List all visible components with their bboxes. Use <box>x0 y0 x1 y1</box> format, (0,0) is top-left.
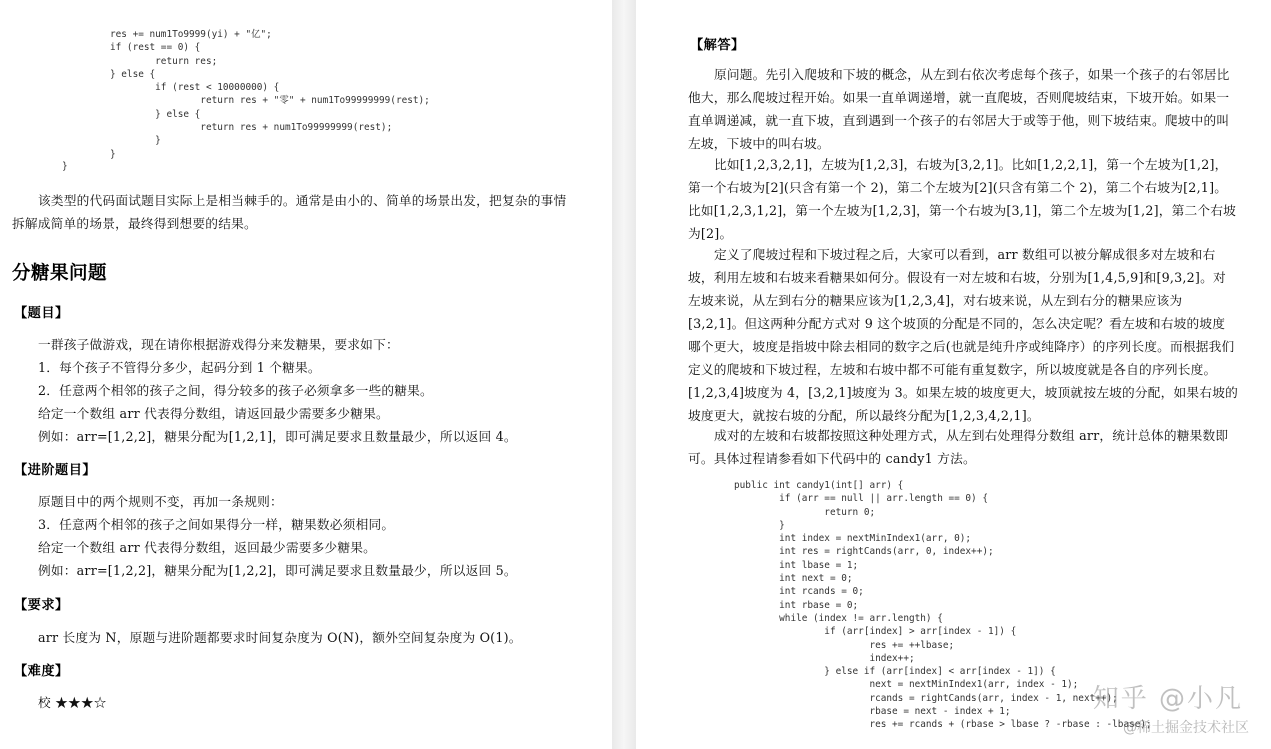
watermark-zhihu: 知乎 @小凡 <box>1092 684 1243 714</box>
difficulty-heading: 【难度】 <box>14 664 69 679</box>
left-page <box>0 0 612 749</box>
answer-heading: 【解答】 <box>690 38 745 53</box>
advanced-line: 给定一个数组 arr 代表得分数组，返回最少需要多少糖果。 <box>38 540 377 555</box>
answer-paragraph: 成对的左坡和右坡都按照这种处理方式，从左到右处理得分数组 arr，统计总体的糖果数即可。具体过程请参看如下代码中的 candy1 方法。 <box>688 428 1229 466</box>
requirement-text: arr 长度为 N，原题与进阶题都要求时间复杂度为 O(N)，额外空间复杂度为 O(1)。 <box>38 630 522 645</box>
answer-paragraph: 定义了爬坡过程和下坡过程之后，大家可以看到，arr 数组可以被分解成很多对左坡和右坡，利用左坡和右坡来看糖果如何分。假设有一对左坡和右坡，分别为[1,4,5,9]和[9,3,2]。对左坡来说，从左到右分的糖果应该为[1,2,3,4]，对右坡来说，从左到右分的糖果应该为[3,2,1]。但这两种分配方式对 9 这个坡顶的分配是不同的，怎么决定呢？看左坡和右坡的坡度哪个更大，坡度是指坡中除去相同的数字之后(也就是纯升序或纯降序）的序列长度。而根据我们定义的爬坡和下坡过程，左坡和右坡中都不可能有重复数字，所以坡度就是各自的序列长度。[1,2,3,4]坡度为 4，[3,2,1]坡度为 3。如果左坡的坡度更大，坡顶就按左坡的分配，如果右坡的坡度更大，就按右坡的分配，所以最终分配为[1,2,3,4,2,1]。 <box>688 247 1238 423</box>
right-page <box>636 0 1271 749</box>
problem-line: 1．每个孩子不管得分多少，起码分到 1 个糖果。 <box>38 360 321 375</box>
code-block-close: } <box>62 161 68 172</box>
code-block-candy1: public int candy1(int[] arr) { if (arr == null || arr.length == 0) { return 0; } int index = nextMinIndex1(arr, 0); int res = rightCands(arr, 0, index++); int lbase = 1; int next = 0; int rcands = 0; int rbase = 0; while (index != arr.length) { if (arr[index] > arr[index - 1]) { res += ++lbase; index++; } else if (arr[index] < arr[index - 1]) { next = nextMinIndex1(arr, index - 1); rcands = rightCands(arr, index - 1, next++); rbase = next - index + 1; res += rcands + (rbase > lbase ? -rbase : -lbase); <box>734 480 1152 731</box>
code-block-top: res += num1To9999(yi) + "亿"; if (rest == 0) { return res; } else { if (rest < 10000000) { return res + "零" + num1To99999999(rest); } else { return res + num1To99999999(rest); } } <box>110 29 430 160</box>
answer-paragraph: 比如[1,2,3,2,1]，左坡为[1,2,3]，右坡为[3,2,1]。比如[1,2,2,1]，第一个左坡为[1,2]，第一个右坡为[2](只含有第一个 2)，第二个左坡为[2](只含有第二个 2)，第二个右坡为[2,1]。比如[1,2,3,1,2]，第一个左坡为[1,2,3]，第一个右坡为[3,1]，第二个左坡为[1,2]，第二个右坡为[2]。 <box>688 157 1237 241</box>
advanced-heading: 【进阶题目】 <box>14 463 97 478</box>
advanced-line: 3．任意两个相邻的孩子之间如果得分一样，糖果数必须相同。 <box>38 517 395 532</box>
section-title: 分糖果问题 <box>12 263 108 284</box>
problem-line: 例如：arr=[1,2,2]，糖果分配为[1,2,1]，即可满足要求且数量最少，所以返回 4。 <box>38 429 517 444</box>
advanced-line: 例如：arr=[1,2,2]，糖果分配为[1,2,2]，即可满足要求且数量最少，所以返回 5。 <box>38 563 517 578</box>
intro-paragraph: 该类型的代码面试题目实际上是相当棘手的。通常是由小的、简单的场景出发，把复杂的事情拆解成简单的场景，最终得到想要的结果。 <box>12 193 567 231</box>
problem-line: 2．任意两个相邻的孩子之间，得分较多的孩子必须拿多一些的糖果。 <box>38 383 433 398</box>
requirement-heading: 【要求】 <box>14 598 69 613</box>
problem-heading: 【题目】 <box>14 306 69 321</box>
page-gutter <box>612 0 636 749</box>
problem-line: 给定一个数组 arr 代表得分数组，请返回最少需要多少糖果。 <box>38 406 389 421</box>
answer-paragraph: 原问题。先引入爬坡和下坡的概念，从左到右依次考虑每个孩子，如果一个孩子的右邻居比他大，那么爬坡过程开始。如果一直单调递增，就一直爬坡，否则爬坡结束，下坡开始。如果一直单调递减，就一直下坡，直到遇到一个孩子的右邻居大于或等于他，则下坡结束。爬坡中的叫左坡，下坡中的叫右坡。 <box>688 67 1230 151</box>
watermark-juejin: @稀土掘金技术社区 <box>1123 720 1249 736</box>
advanced-line: 原题目中的两个规则不变，再加一条规则： <box>38 494 283 509</box>
difficulty-rating: 校 ★★★☆ <box>38 695 107 710</box>
problem-line: 一群孩子做游戏，现在请你根据游戏得分来发糖果，要求如下： <box>38 337 399 352</box>
